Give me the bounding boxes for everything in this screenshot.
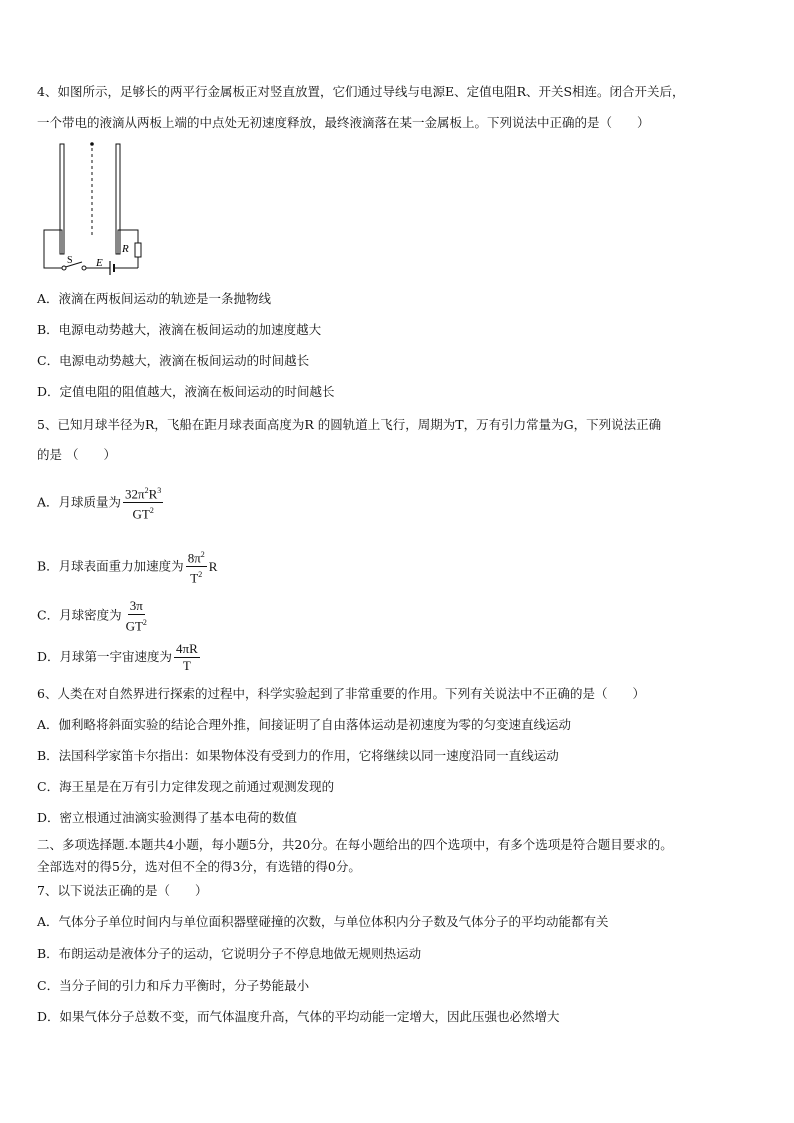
q4-stem-line1: 4、如图所示，足够长的两平行金属板正对竖直放置，它们通过导线与电源E、定值电阻R、开关S相连。闭合开关后，	[37, 84, 685, 99]
section2-line1: 二、多项选择题.本题共4小题，每小题5分，共20分。在每小题给出的四个选项中，有多个选项是符合题目要求的。	[37, 837, 673, 852]
q4-option-c: C．电源电动势越大，液滴在板间运动的时间越长	[37, 353, 310, 368]
label-r: R	[122, 243, 129, 255]
gravity-fraction: $\frac{8\pi^2}{T^2}$	[186, 547, 207, 587]
q4-option-b: B．电源电动势越大，液滴在板间运动的加速度越大	[37, 322, 322, 337]
q6-option-c: C．海王星是在万有引力定律发现之前通过观测发现的	[37, 779, 335, 794]
q5-option-d: D．月球第一宇宙速度为 $\frac{4\pi R}{T}$	[37, 641, 198, 673]
q4-stem-line2: 一个带电的液滴从两板上端的中点处无初速度释放，最终液滴落在某一金属板上。下列说法中正确的是（ ）	[37, 115, 650, 130]
q7-stem: 7、以下说法正确的是（ ）	[37, 883, 208, 898]
q5-stem-line1: 5、已知月球半径为R，飞船在距月球表面高度为R 的圆轨道上飞行，周期为T，万有引力常量为G，下列说法正确	[37, 417, 662, 432]
q6-option-d: D．密立根通过油滴实验测得了基本电荷的数值	[37, 810, 298, 825]
q6-option-b: B．法国科学家笛卡尔指出：如果物体没有受到力的作用，它将继续以同一速度沿同一直线运动	[37, 748, 559, 763]
q5-option-c: C．月球密度为 $\frac{3\pi}{GT^2}$	[37, 598, 147, 634]
q7-option-d: D．如果气体分子总数不变，而气体温度升高，气体的平均动能一定增大，因此压强也必然增大	[37, 1009, 560, 1024]
q4-option-a: A．液滴在两板间运动的轨迹是一条抛物线	[37, 291, 272, 306]
left-wire	[44, 230, 62, 268]
q5-option-a: A．月球质量为 $\frac{32\pi^2R^3}{GT^2}$	[37, 483, 165, 523]
mass-fraction: $\frac{32\pi^2R^3}{GT^2}$	[123, 483, 163, 523]
section2-line2: 全部选对的得5分，选对但不全的得3分，有选错的得0分。	[37, 859, 361, 874]
q4-option-d: D．定值电阻的阻值越大，液滴在板间运动的时间越长	[37, 384, 335, 399]
q4-circuit-diagram	[38, 140, 148, 275]
label-e: E	[96, 257, 103, 269]
velocity-fraction: $\frac{4\pi R}{T}$	[176, 641, 198, 673]
q7-option-c: C．当分子间的引力和斥力平衡时，分子势能最小	[37, 978, 310, 993]
q6-stem: 6、人类在对自然界进行探索的过程中，科学实验起到了非常重要的作用。下列有关说法中不正确的是（ ）	[37, 686, 645, 701]
droplet-dot	[90, 142, 94, 146]
q7-option-a: A．气体分子单位时间内与单位面积器壁碰撞的次数，与单位体积内分子数及气体分子的平均动能都有关	[37, 914, 609, 929]
density-fraction: $\frac{3\pi}{GT^2}$	[125, 598, 147, 634]
switch-terminal-2	[82, 266, 86, 270]
q7-option-b: B．布朗运动是液体分子的运动，它说明分子不停息地做无规则热运动	[37, 946, 422, 961]
label-s: S	[67, 255, 73, 266]
q5-stem-line2: 的是 （ ）	[37, 447, 116, 462]
q5-option-b: B．月球表面重力加速度为 $\frac{8\pi^2}{T^2}$ R	[37, 547, 217, 587]
q6-option-a: A．伽利略将斜面实验的结论合理外推，间接证明了自由落体运动是初速度为零的匀变速直线运动	[37, 717, 572, 732]
resistor	[135, 243, 141, 257]
